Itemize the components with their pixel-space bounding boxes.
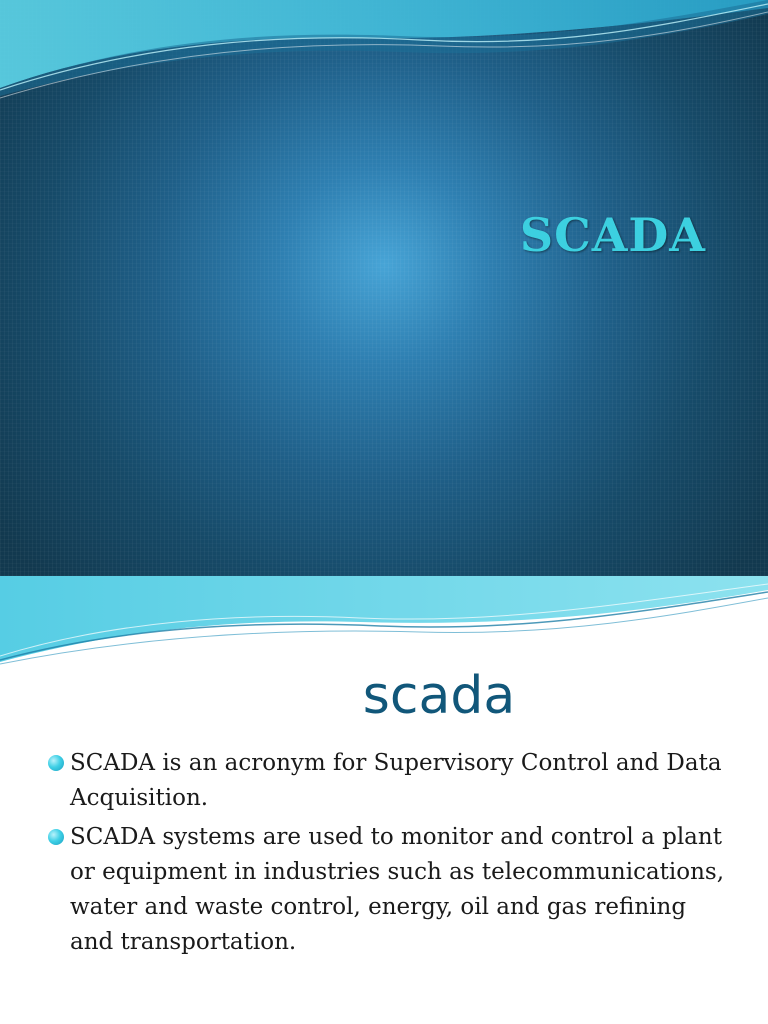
wave-decoration xyxy=(0,0,768,110)
bullet-dot-icon xyxy=(48,755,64,771)
slide-heading: scada xyxy=(362,666,516,726)
content-slide xyxy=(0,576,768,1024)
slide-title: SCADA xyxy=(519,208,706,262)
bullet-list xyxy=(46,746,736,964)
bullet-dot-icon xyxy=(48,829,64,845)
wave-decoration xyxy=(0,576,768,668)
bullet-text: SCADA is an acronym for Supervisory Control and Data Acquisition. xyxy=(70,750,722,811)
list-item xyxy=(46,820,736,960)
list-item xyxy=(46,746,736,816)
bullet-text: SCADA systems are used to monitor and control a plant or equipment in industries such as telecommunications, water and waste control, energy, oil and gas refining and transportation. xyxy=(70,824,725,955)
